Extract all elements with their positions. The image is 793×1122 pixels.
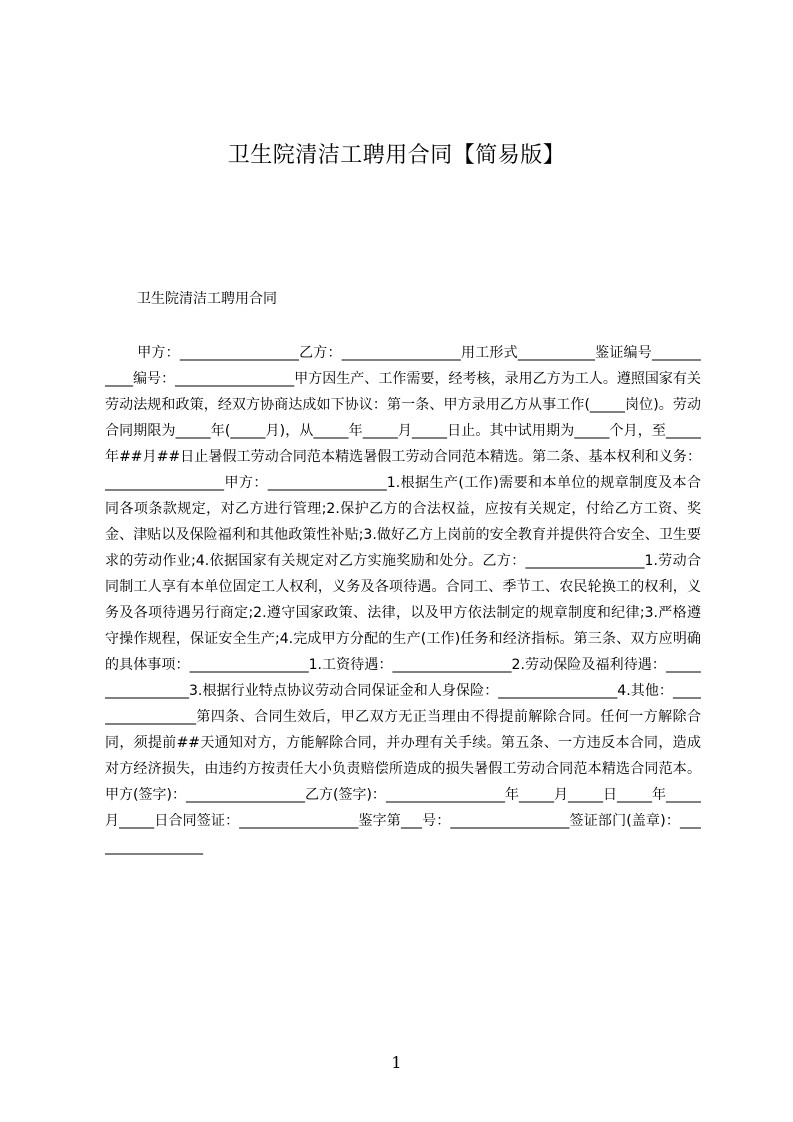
- page-number: 1: [391, 1053, 402, 1072]
- contract-body-text: 甲方：_________________乙方：_________________用工形式___________鉴证编号___________编号：_________________甲方因生产、工作需要，经考核，录用乙方为工人。遵照国家有关劳动法规和政策，经双方协商达成如下协议：第一条、甲方录用乙方从事工作(_____岗位)。劳动合同期限为_____年(_____月)，从_____年_____月_____日止。其中试用期为_____个月，至_____年##月##日止暑假工劳动合同范本精选暑假工劳动合同范本精选。第二条、基本权利和义务：_________________甲方：_________________1.根据生产(工作)需要和本单位的规章制度及本合同各项条款规定，对乙方进行管理;2.保护乙方的合法权益，应按有关规定，付给乙方工资、奖金、津贴以及保险福利和其他政策性补贴;3.做好乙方上岗前的安全教育并提供符合安全、卫生要求的劳动作业;4.依据国家有关规定对乙方实施奖励和处分。乙方：_________________1.劳动合同制工人享有本单位固定工人权利，义务及各项待遇。合同工、季节工、农民轮换工的权利，义务及各项待遇另行商定;2.遵守国家政策、法律，以及甲方依法制定的规章制度和纪律;3.严格遵守操作规程，保证安全生产;4.完成甲方分配的生产(工作)任务和经济指标。第三条、双方应明确的具体事项：_________________1.工资待遇：_________________2.劳动保险及福利待遇：_________________3.根据行业特点协议劳动合同保证金和人身保险：_________________4.其他：_________________第四条、合同生效后，甲乙双方无正当理由不得提前解除合同。任何一方解除合同，须提前##天通知对方，方能解除合同，并办理有关手续。第五条、一方违反本合同，造成对方经济损失，由违约方按责任大小负责赔偿所造成的损失暑假工劳动合同范本精选合同范本。甲方(签字)：_________________乙方(签字)：_________________年_____月_____日_____年_____月_____日合同签证：_________________鉴字第___号：_________________签证部门(盖章)：_________________: [105, 345, 701, 855]
- document-subtitle: 卫生院清洁工聘用合同: [137, 291, 277, 307]
- document-title: 卫生院清洁工聘用合同【简易版】: [227, 143, 566, 168]
